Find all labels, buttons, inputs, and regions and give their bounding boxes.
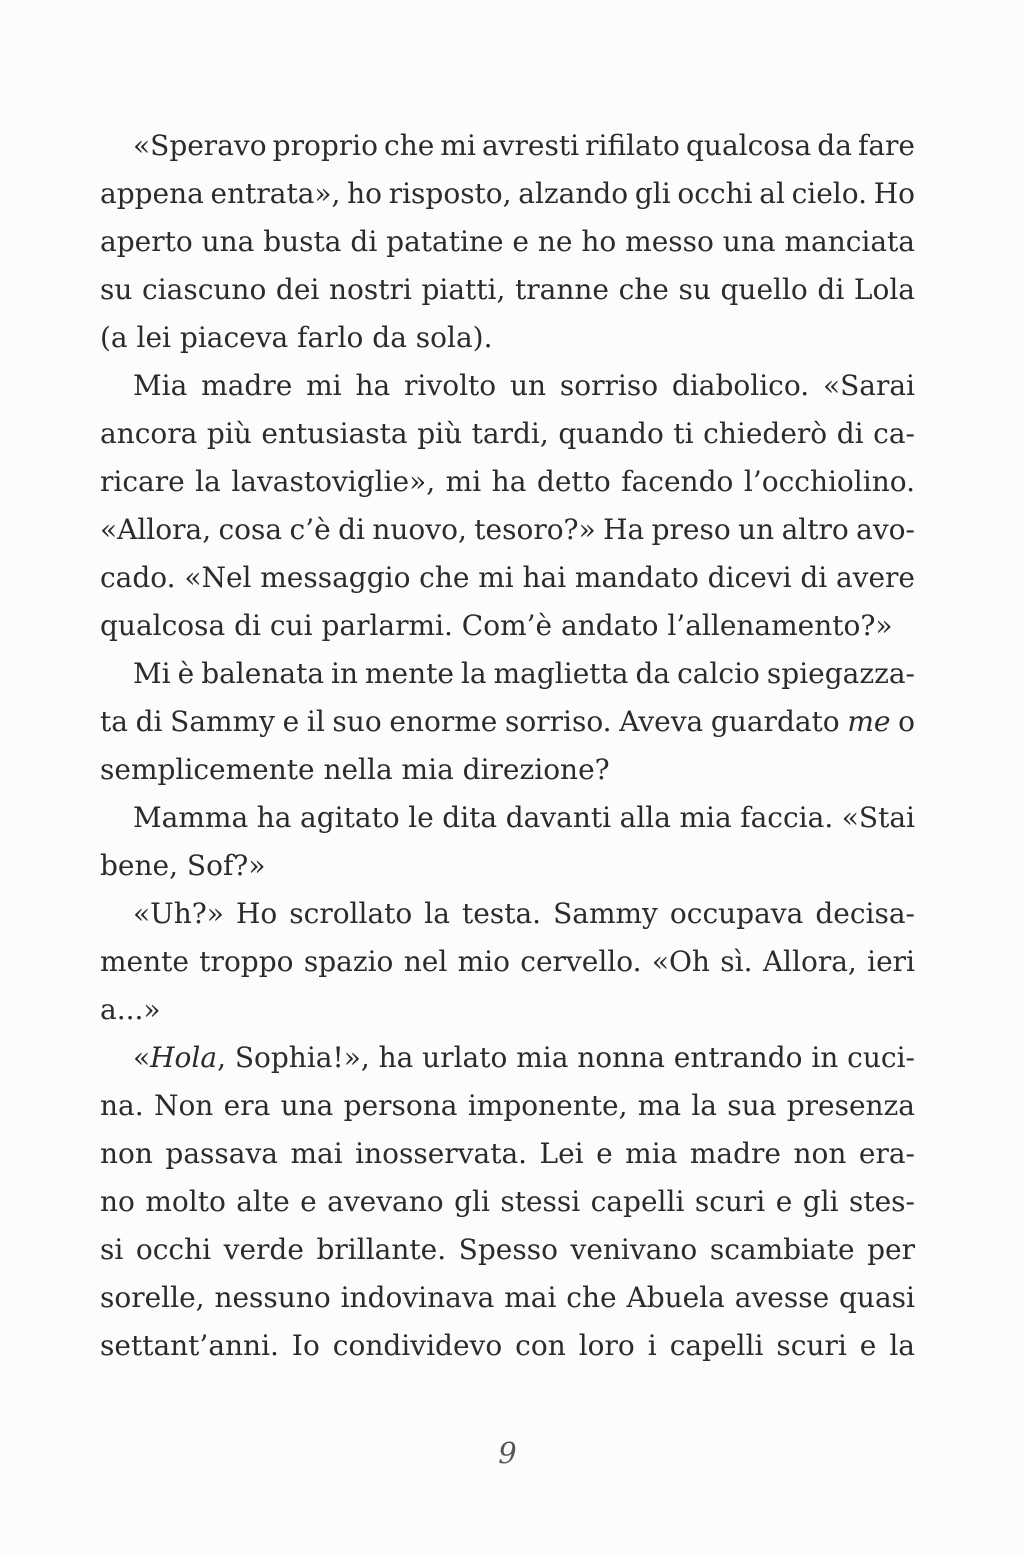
text-segment: «Speravo proprio che mi avresti rifilato qualcosa da fare <box>133 129 915 162</box>
line-content <box>100 609 893 642</box>
text-segment: Mi è balenata in mente la maglietta da calcio spiegazza- <box>133 657 915 690</box>
text-segment: ancora più entusiasta più tardi, quando ti chiederò di ca- <box>100 417 915 450</box>
text-segment: « <box>133 1041 151 1074</box>
text-line <box>100 938 915 986</box>
line-content <box>100 177 915 210</box>
text-line <box>100 986 915 1034</box>
text-segment: (a lei piaceva farlo da sola). <box>100 321 493 354</box>
line-content <box>100 1185 915 1218</box>
italic-text: me <box>847 705 891 738</box>
text-line <box>100 1082 915 1130</box>
text-line <box>100 122 915 170</box>
text-segment: na. Non era una persona imponente, ma la sua presenza <box>100 1089 915 1122</box>
text-segment: , Sophia!», ha urlato mia nonna entrando in cuci- <box>217 1041 915 1074</box>
line-content <box>100 321 493 354</box>
line-content <box>133 801 915 834</box>
line-content <box>100 1233 915 1266</box>
text-segment: sorelle, nessuno indovinava mai che Abuela avesse quasi <box>100 1281 915 1314</box>
text-segment: Mia madre mi ha rivolto un sorriso diabolico. «Sarai <box>133 369 915 402</box>
text-segment: ricare la lavastoviglie», mi ha detto facendo l’occhiolino. <box>100 465 915 498</box>
text-line <box>100 266 915 314</box>
text-line <box>100 218 915 266</box>
line-content <box>133 129 915 162</box>
text-segment: semplicemente nella mia direzione? <box>100 753 610 786</box>
text-line <box>100 602 915 650</box>
text-segment: si occhi verde brillante. Spesso venivano scambiate per <box>100 1233 915 1266</box>
line-content <box>100 849 265 882</box>
text-line <box>100 554 915 602</box>
text-segment: o <box>890 705 915 738</box>
text-line <box>100 1034 915 1082</box>
text-segment: a...» <box>100 993 161 1026</box>
line-content <box>133 897 915 930</box>
text-line <box>100 506 915 554</box>
page-number: 9 <box>498 1436 517 1470</box>
text-segment: «Allora, cosa c’è di nuovo, tesoro?» Ha preso un altro avo- <box>100 513 915 546</box>
text-line <box>100 698 915 746</box>
text-line <box>100 890 915 938</box>
line-content <box>100 1089 915 1122</box>
text-segment: settant’anni. Io condividevo con loro i capelli scuri e la <box>100 1329 915 1362</box>
text-segment: appena entrata», ho risposto, alzando gli occhi al cielo. Ho <box>100 177 915 210</box>
line-content <box>100 417 915 450</box>
line-content <box>100 753 610 786</box>
text-line <box>100 842 915 890</box>
text-line <box>100 458 915 506</box>
line-content <box>100 225 915 258</box>
line-content <box>100 465 915 498</box>
text-segment: su ciascuno dei nostri piatti, tranne che su quello di Lola <box>100 273 915 306</box>
text-line <box>100 170 915 218</box>
line-content <box>133 369 915 402</box>
line-content <box>100 945 915 978</box>
line-content <box>100 273 915 306</box>
text-segment: ta di Sammy e il suo enorme sorriso. Aveva guardato <box>100 705 848 738</box>
text-segment: bene, Sof?» <box>100 849 266 882</box>
italic-text: Hola <box>150 1041 218 1074</box>
text-line <box>100 314 915 362</box>
text-line <box>100 1322 915 1370</box>
line-content <box>100 993 161 1026</box>
text-segment: non passava mai inosservata. Lei e mia madre non era- <box>100 1137 915 1170</box>
text-line <box>100 1274 915 1322</box>
text-line <box>100 1178 915 1226</box>
text-line <box>100 1226 915 1274</box>
line-content <box>100 705 915 738</box>
text-line <box>100 650 915 698</box>
line-content <box>100 1281 915 1314</box>
text-segment: aperto una busta di patatine e ne ho messo una manciata <box>100 225 916 258</box>
text-line <box>100 362 915 410</box>
text-line <box>100 410 915 458</box>
text-line <box>100 794 915 842</box>
text-line <box>100 746 915 794</box>
text-segment: no molto alte e avevano gli stessi capelli scuri e gli stes- <box>100 1185 915 1218</box>
text-segment: «Uh?» Ho scrollato la testa. Sammy occupava decisa- <box>133 897 915 930</box>
line-content <box>100 561 915 594</box>
line-content <box>100 513 915 546</box>
text-block <box>100 122 915 1370</box>
text-line <box>100 1130 915 1178</box>
text-segment: mente troppo spazio nel mio cervello. «Oh sì. Allora, ieri <box>100 945 915 978</box>
line-content <box>133 657 915 690</box>
line-content <box>100 1329 915 1362</box>
line-content <box>133 1041 915 1074</box>
text-segment: qualcosa di cui parlarmi. Com’è andato l’allenamento?» <box>100 609 893 642</box>
line-content <box>100 1137 915 1170</box>
text-segment: Mamma ha agitato le dita davanti alla mia faccia. «Stai <box>133 801 915 834</box>
text-segment: cado. «Nel messaggio che mi hai mandato dicevi di avere <box>100 561 915 594</box>
